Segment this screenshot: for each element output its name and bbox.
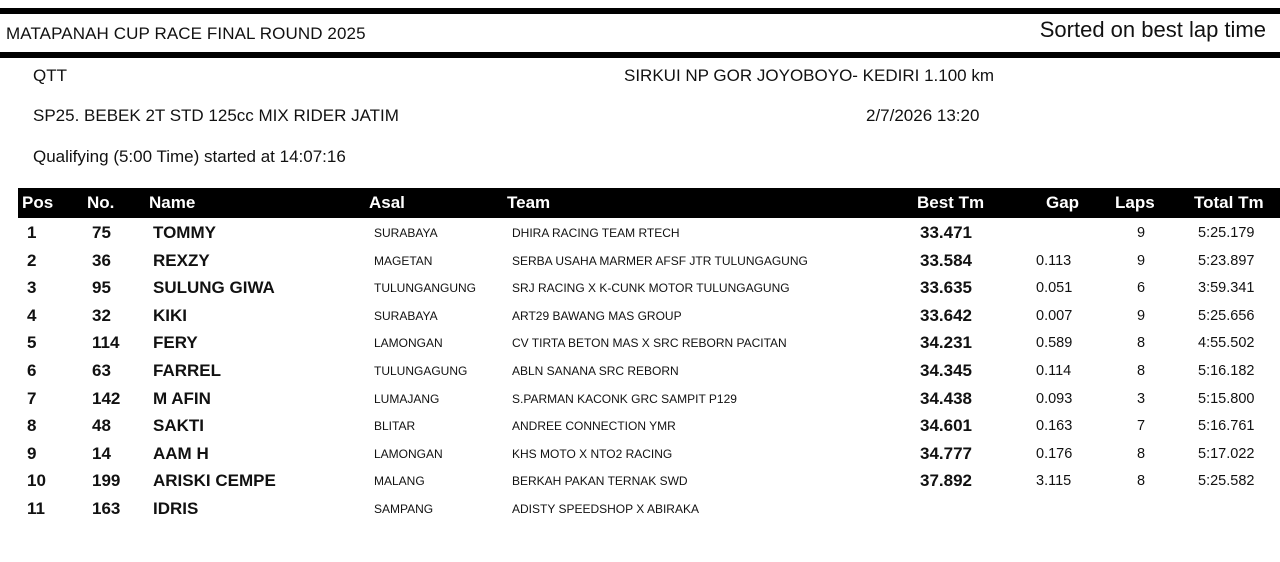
cell-best: 34.777 — [920, 443, 972, 463]
cell-asal: TULUNGAGUNG — [374, 364, 468, 378]
cell-name: FERY — [153, 333, 198, 353]
cell-laps: 8 — [1137, 445, 1146, 462]
cell-best: 37.892 — [920, 471, 972, 491]
cell-gap: 0.589 — [1036, 335, 1073, 352]
col-pos: Pos — [22, 193, 54, 212]
cell-laps: 8 — [1137, 363, 1146, 379]
cell-total: 5:25.179 — [1198, 225, 1255, 241]
cell-asal: BLITAR — [374, 419, 416, 434]
cell-no: 163 — [92, 499, 121, 518]
cell-name: SULUNG GIWA — [153, 278, 275, 298]
cell-asal: MAGETAN — [374, 253, 433, 268]
cell-pos: 4 — [27, 305, 37, 325]
cell-pos: 5 — [27, 333, 37, 353]
cell-laps: 7 — [1137, 418, 1146, 435]
cell-name: M AFIN — [153, 388, 211, 408]
table-row — [0, 441, 1280, 467]
cell-no: 142 — [92, 388, 121, 408]
cell-laps: 8 — [1137, 335, 1146, 352]
cell-best: 33.635 — [920, 278, 972, 298]
cell-laps: 8 — [1137, 473, 1146, 490]
cell-best: 34.601 — [920, 416, 972, 436]
cell-no: 63 — [92, 361, 111, 380]
cell-no: 48 — [92, 416, 111, 436]
cell-name: REXZY — [153, 250, 210, 270]
cell-asal: LUMAJANG — [374, 391, 440, 406]
cell-asal: SAMPANG — [374, 502, 434, 516]
date-time: 2/7/2026 13:20 — [866, 106, 980, 125]
cell-pos: 10 — [27, 471, 46, 491]
cell-best: 34.438 — [920, 388, 972, 408]
cell-total: 5:16.182 — [1198, 363, 1255, 379]
cell-team: KHS MOTO X NTO2 RACING — [512, 446, 673, 461]
cell-team: S.PARMAN KACONK GRC SAMPIT P129 — [512, 391, 737, 406]
table-row — [0, 330, 1280, 356]
cell-name: FARREL — [153, 361, 221, 380]
results-header — [18, 188, 1280, 218]
col-name: Name — [149, 193, 196, 212]
cell-pos: 2 — [27, 250, 37, 270]
cell-no: 36 — [92, 250, 111, 270]
cell-asal: SURABAYA — [374, 226, 438, 240]
cell-pos: 9 — [27, 443, 37, 463]
cell-name: IDRIS — [153, 499, 199, 518]
table-row — [0, 220, 1280, 246]
cell-team: SRJ RACING X K-CUNK MOTOR TULUNGAGUNG — [512, 281, 790, 296]
cell-pos: 1 — [27, 223, 37, 242]
cell-team: ADISTY SPEEDSHOP X ABIRAKA — [512, 502, 699, 516]
class-name: SP25. BEBEK 2T STD 125cc MIX RIDER JATIM — [33, 106, 399, 125]
cell-total: 5:15.800 — [1198, 390, 1255, 407]
cell-no: 14 — [92, 443, 111, 463]
cell-team: ART29 BAWANG MAS GROUP — [512, 308, 682, 323]
cell-gap: 0.163 — [1036, 418, 1073, 435]
cell-laps: 3 — [1137, 390, 1146, 407]
cell-no: 32 — [92, 305, 111, 325]
table-row — [0, 248, 1280, 274]
col-gap: Gap — [1046, 193, 1080, 212]
cell-asal: SURABAYA — [374, 308, 438, 323]
cell-no: 199 — [92, 471, 121, 491]
cell-gap: 0.113 — [1036, 252, 1072, 269]
cell-gap: 0.051 — [1036, 280, 1073, 297]
col-total: Total Tm — [1194, 193, 1264, 212]
col-best: Best Tm — [917, 193, 985, 212]
col-no: No. — [87, 193, 115, 212]
cell-name: AAM H — [153, 443, 209, 463]
cell-total: 3:59.341 — [1198, 280, 1255, 297]
session-type: QTT — [33, 66, 67, 85]
cell-total: 5:23.897 — [1198, 252, 1255, 269]
col-asal: Asal — [369, 193, 405, 212]
cell-asal: LAMONGAN — [374, 446, 443, 461]
cell-team: BERKAH PAKAN TERNAK SWD — [512, 474, 688, 489]
cell-pos: 6 — [27, 361, 37, 380]
cell-asal: TULUNGANGUNG — [374, 281, 477, 296]
cell-best: 33.471 — [920, 223, 972, 242]
cell-name: TOMMY — [153, 223, 216, 242]
cell-team: ABLN SANANA SRC REBORN — [512, 364, 679, 378]
cell-name: KIKI — [153, 305, 187, 325]
cell-laps: 9 — [1137, 225, 1146, 241]
cell-total: 5:17.022 — [1198, 445, 1255, 462]
cell-team: SERBA USAHA MARMER AFSF JTR TULUNGAGUNG — [512, 253, 808, 268]
cell-gap: 0.093 — [1036, 390, 1073, 407]
cell-best: 34.231 — [920, 333, 972, 353]
header-rule — [0, 52, 1280, 58]
table-row — [0, 468, 1280, 494]
sort-note: Sorted on best lap time — [1039, 17, 1266, 42]
cell-no: 114 — [92, 333, 120, 353]
cell-best: 33.642 — [920, 305, 972, 325]
cell-total: 5:16.761 — [1198, 418, 1255, 435]
cell-total: 5:25.656 — [1198, 307, 1255, 324]
cell-pos: 7 — [27, 388, 37, 408]
cell-name: ARISKI CEMPE — [153, 471, 276, 491]
cell-total: 4:55.502 — [1198, 335, 1255, 352]
cell-gap: 0.007 — [1036, 307, 1073, 324]
cell-best: 34.345 — [920, 361, 972, 380]
col-laps: Laps — [1115, 193, 1155, 212]
table-row — [0, 496, 1280, 522]
cell-pos: 8 — [27, 416, 37, 436]
event-title: MATAPANAH CUP RACE FINAL ROUND 2025 — [6, 24, 366, 43]
cell-gap: 0.176 — [1036, 445, 1073, 462]
cell-pos: 11 — [27, 499, 45, 518]
table-row — [0, 386, 1280, 412]
cell-gap: 0.114 — [1036, 363, 1072, 379]
cell-no: 95 — [92, 278, 111, 298]
session-info: Qualifying (5:00 Time) started at 14:07:16 — [33, 147, 346, 166]
cell-pos: 3 — [27, 278, 37, 298]
col-team: Team — [507, 193, 551, 212]
circuit-info: SIRKUI NP GOR JOYOBOYO- KEDIRI 1.100 km — [624, 66, 994, 85]
cell-team: ANDREE CONNECTION YMR — [512, 419, 676, 434]
cell-laps: 6 — [1137, 280, 1146, 297]
table-row — [0, 358, 1280, 384]
table-row — [0, 413, 1280, 439]
cell-team: DHIRA RACING TEAM RTECH — [512, 226, 680, 240]
cell-total: 5:25.582 — [1198, 473, 1255, 490]
cell-laps: 9 — [1137, 252, 1146, 269]
cell-gap: 3.115 — [1036, 473, 1072, 490]
cell-team: CV TIRTA BETON MAS X SRC REBORN PACITAN — [512, 336, 787, 351]
cell-no: 75 — [92, 223, 111, 242]
cell-asal: MALANG — [374, 474, 425, 489]
cell-best: 33.584 — [920, 250, 972, 270]
cell-laps: 9 — [1137, 307, 1146, 324]
top-rule — [0, 8, 1280, 14]
cell-asal: LAMONGAN — [374, 336, 443, 351]
cell-name: SAKTI — [153, 416, 204, 436]
table-row — [0, 275, 1280, 301]
table-row — [0, 303, 1280, 329]
